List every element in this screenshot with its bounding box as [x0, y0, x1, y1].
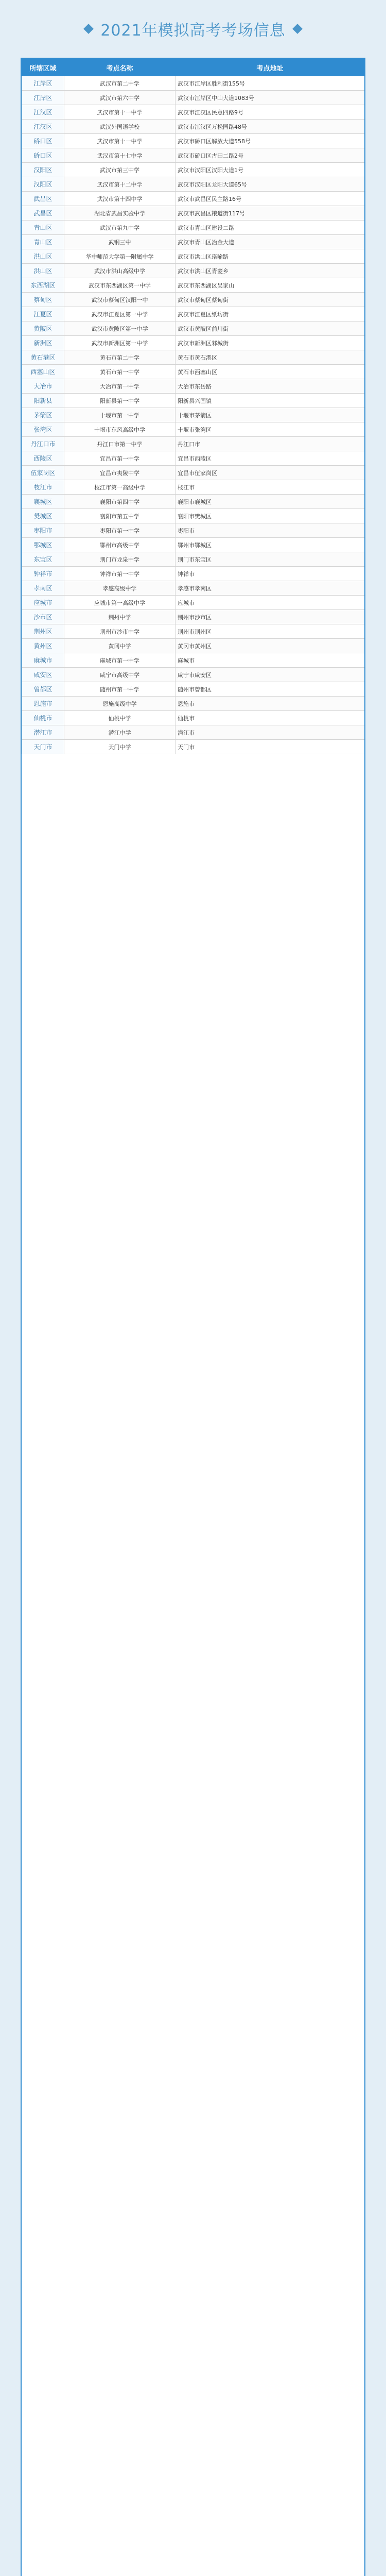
region-cell: 阳新县: [22, 394, 64, 408]
address-cell: 武汉市汉阳区龙阳大道65号: [176, 177, 365, 192]
school-cell: 武汉市第六中学: [64, 91, 176, 105]
table-row: [22, 639, 365, 653]
table-row: [22, 610, 365, 624]
table-row: [22, 148, 365, 163]
region-cell: 武昌区: [22, 192, 64, 206]
address-cell: 荆州市荆州区: [176, 624, 365, 639]
table-row: [22, 682, 365, 697]
region-cell: 黄石港区: [22, 350, 64, 365]
school-cell: 十堰市东风高级中学: [64, 422, 176, 437]
page-title-text: 2021年模拟高考考场信息: [100, 22, 286, 40]
address-cell: 阳新县兴国镇: [176, 394, 365, 408]
address-cell: 钟祥市: [176, 567, 365, 581]
region-cell: 沙市区: [22, 610, 64, 624]
school-cell: 武汉市洪山高级中学: [64, 264, 176, 278]
header-region: 所辖区域: [22, 59, 64, 76]
school-cell: 恩施高级中学: [64, 697, 176, 711]
school-cell: 随州市第一中学: [64, 682, 176, 697]
table-row: [22, 725, 365, 740]
address-cell: 武汉市黄陂区前川街: [176, 321, 365, 336]
region-cell: 武昌区: [22, 206, 64, 221]
table-row: [22, 437, 365, 451]
address-cell: 襄阳市襄城区: [176, 495, 365, 509]
school-cell: 武汉市第三中学: [64, 163, 176, 177]
school-cell: 武汉市第二中学: [64, 76, 176, 91]
header-address: 考点地址: [176, 59, 365, 76]
region-cell: 东宝区: [22, 552, 64, 567]
region-cell: 汉阳区: [22, 177, 64, 192]
school-cell: 丹江口市第一中学: [64, 437, 176, 451]
region-cell: 硚口区: [22, 134, 64, 148]
table-row: [22, 206, 365, 221]
region-cell: 孝南区: [22, 581, 64, 596]
table-row: [22, 76, 365, 91]
table-row: [22, 105, 365, 120]
table-row: [22, 596, 365, 610]
school-cell: 武汉市江夏区第一中学: [64, 307, 176, 321]
table-row: [22, 264, 365, 278]
address-cell: 黄石市西塞山区: [176, 365, 365, 379]
table-row: [22, 408, 365, 422]
table-row: [22, 163, 365, 177]
school-cell: 黄石市第二中学: [64, 350, 176, 365]
address-cell: 十堰市张湾区: [176, 422, 365, 437]
school-cell: 武汉市新洲区第一中学: [64, 336, 176, 350]
region-cell: 汉阳区: [22, 163, 64, 177]
school-cell: 阳新县第一中学: [64, 394, 176, 408]
region-cell: 潜江市: [22, 725, 64, 740]
school-cell: 武汉市第十一中学: [64, 105, 176, 120]
address-cell: 黄石市黄石港区: [176, 350, 365, 365]
school-cell: 荆州中学: [64, 610, 176, 624]
table-row: [22, 321, 365, 336]
table-row: [22, 177, 365, 192]
address-cell: 武汉市武昌区粮道街117号: [176, 206, 365, 221]
address-cell: 武汉市汉阳区汉阳大道1号: [176, 163, 365, 177]
school-cell: 武汉市第十二中学: [64, 177, 176, 192]
table-row: [22, 365, 365, 379]
table-row: [22, 581, 365, 596]
table-row: [22, 538, 365, 552]
school-cell: 应城市第一高级中学: [64, 596, 176, 610]
address-cell: 武汉市硚口区古田二路2号: [176, 148, 365, 163]
region-cell: 枣阳市: [22, 523, 64, 538]
address-cell: 麻城市: [176, 653, 365, 668]
school-cell: 枣阳市第一中学: [64, 523, 176, 538]
address-cell: 荆州市沙市区: [176, 610, 365, 624]
school-cell: 武汉市第九中学: [64, 221, 176, 235]
table-row: [22, 307, 365, 321]
address-cell: 孝感市孝南区: [176, 581, 365, 596]
address-cell: 武汉市蔡甸区蔡甸街: [176, 293, 365, 307]
school-cell: 荆门市龙泉中学: [64, 552, 176, 567]
table-row: [22, 379, 365, 394]
school-cell: 武汉市第十一中学: [64, 134, 176, 148]
table-row: [22, 422, 365, 437]
table-row: [22, 466, 365, 480]
region-cell: 襄城区: [22, 495, 64, 509]
address-cell: 宜昌市西陵区: [176, 451, 365, 466]
school-cell: 潜江中学: [64, 725, 176, 740]
school-cell: 华中师范大学第一附属中学: [64, 249, 176, 264]
school-cell: 武汉市黄陂区第一中学: [64, 321, 176, 336]
table-row: [22, 336, 365, 350]
table-row: [22, 134, 365, 148]
exam-site-table: [21, 58, 365, 2576]
address-cell: 武汉市江岸区中山大道1083号: [176, 91, 365, 105]
region-cell: 天门市: [22, 740, 64, 754]
table-row: [22, 249, 365, 264]
page-title: [85, 18, 301, 40]
school-cell: 武汉外国语学校: [64, 120, 176, 134]
region-cell: 大冶市: [22, 379, 64, 394]
address-cell: 枝江市: [176, 480, 365, 495]
region-cell: 茅箭区: [22, 408, 64, 422]
region-cell: 樊城区: [22, 509, 64, 523]
table-row: [22, 91, 365, 105]
school-cell: 黄冈中学: [64, 639, 176, 653]
region-cell: 鄂城区: [22, 538, 64, 552]
school-cell: 武汉市东西湖区第一中学: [64, 278, 176, 293]
school-cell: 大冶市第一中学: [64, 379, 176, 394]
region-cell: 硚口区: [22, 148, 64, 163]
school-cell: 咸宁市高级中学: [64, 668, 176, 682]
region-cell: 黄州区: [22, 639, 64, 653]
region-cell: 恩施市: [22, 697, 64, 711]
region-cell: 江汉区: [22, 105, 64, 120]
address-cell: 武汉市武昌区民主路16号: [176, 192, 365, 206]
region-cell: 荆州区: [22, 624, 64, 639]
region-cell: 洪山区: [22, 264, 64, 278]
address-cell: 大冶市东岳路: [176, 379, 365, 394]
region-cell: 张湾区: [22, 422, 64, 437]
region-cell: 蔡甸区: [22, 293, 64, 307]
table-row: [22, 653, 365, 668]
school-cell: 武汉市第十四中学: [64, 192, 176, 206]
school-cell: 钟祥市第一中学: [64, 567, 176, 581]
table-row: [22, 495, 365, 509]
region-cell: 江岸区: [22, 91, 64, 105]
address-cell: 天门市: [176, 740, 365, 754]
address-cell: 武汉市江岸区胜利街155号: [176, 76, 365, 91]
address-cell: 武汉市青山区建设二路: [176, 221, 365, 235]
address-cell: 鄂州市鄂城区: [176, 538, 365, 552]
region-cell: 青山区: [22, 235, 64, 249]
address-cell: 仙桃市: [176, 711, 365, 725]
school-cell: 宜昌市夷陵中学: [64, 466, 176, 480]
table-row: [22, 451, 365, 466]
school-cell: 武钢三中: [64, 235, 176, 249]
address-cell: 潜江市: [176, 725, 365, 740]
school-cell: 黄石市第一中学: [64, 365, 176, 379]
table-row: [22, 221, 365, 235]
school-cell: 麻城市第一中学: [64, 653, 176, 668]
region-cell: 西陵区: [22, 451, 64, 466]
exam-site-table-grid: [22, 59, 365, 754]
address-cell: 武汉市硚口区解放大道558号: [176, 134, 365, 148]
region-cell: 咸安区: [22, 668, 64, 682]
school-cell: 襄阳市第四中学: [64, 495, 176, 509]
region-cell: 洪山区: [22, 249, 64, 264]
region-cell: 西塞山区: [22, 365, 64, 379]
table-row: [22, 480, 365, 495]
region-cell: 江汉区: [22, 120, 64, 134]
region-cell: 新洲区: [22, 336, 64, 350]
address-cell: 随州市曾都区: [176, 682, 365, 697]
address-cell: 襄阳市樊城区: [176, 509, 365, 523]
region-cell: 钟祥市: [22, 567, 64, 581]
table-row: [22, 192, 365, 206]
region-cell: 麻城市: [22, 653, 64, 668]
address-cell: 武汉市东西湖区吴家山: [176, 278, 365, 293]
address-cell: 应城市: [176, 596, 365, 610]
region-cell: 仙桃市: [22, 711, 64, 725]
address-cell: 武汉市洪山区青菱乡: [176, 264, 365, 278]
address-cell: 武汉市江汉区万松园路48号: [176, 120, 365, 134]
region-cell: 黄陂区: [22, 321, 64, 336]
table-row: [22, 235, 365, 249]
address-cell: 黄冈市黄州区: [176, 639, 365, 653]
school-cell: 襄阳市第五中学: [64, 509, 176, 523]
table-row: [22, 567, 365, 581]
diamond-right-icon: [292, 24, 303, 34]
address-cell: 宜昌市伍家岗区: [176, 466, 365, 480]
region-cell: 江岸区: [22, 76, 64, 91]
address-cell: 恩施市: [176, 697, 365, 711]
table-row: [22, 509, 365, 523]
school-cell: 孝感高级中学: [64, 581, 176, 596]
diamond-left-icon: [83, 24, 94, 34]
address-cell: 武汉市青山区冶金大道: [176, 235, 365, 249]
region-cell: 枝江市: [22, 480, 64, 495]
title-bar: [0, 0, 386, 58]
address-cell: 咸宁市咸安区: [176, 668, 365, 682]
region-cell: 伍家岗区: [22, 466, 64, 480]
address-cell: 丹江口市: [176, 437, 365, 451]
table-row: [22, 711, 365, 725]
address-cell: 荆门市东宝区: [176, 552, 365, 567]
school-cell: 仙桃中学: [64, 711, 176, 725]
address-cell: 武汉市江汉区民意四路9号: [176, 105, 365, 120]
address-cell: 枣阳市: [176, 523, 365, 538]
school-cell: 枝江市第一高级中学: [64, 480, 176, 495]
school-cell: 天门中学: [64, 740, 176, 754]
address-cell: 十堰市茅箭区: [176, 408, 365, 422]
region-cell: 应城市: [22, 596, 64, 610]
school-cell: 鄂州市高级中学: [64, 538, 176, 552]
table-row: [22, 523, 365, 538]
table-row: [22, 552, 365, 567]
header-school: 考点名称: [64, 59, 176, 76]
school-cell: 荆州市沙市中学: [64, 624, 176, 639]
table-row: [22, 278, 365, 293]
school-cell: 武汉市蔡甸区汉阳一中: [64, 293, 176, 307]
table-row: [22, 740, 365, 754]
address-cell: 武汉市新洲区邾城街: [176, 336, 365, 350]
table-row: [22, 668, 365, 682]
table-row: [22, 697, 365, 711]
region-cell: 江夏区: [22, 307, 64, 321]
table-row: [22, 350, 365, 365]
school-cell: 武汉市第十七中学: [64, 148, 176, 163]
table-row: [22, 293, 365, 307]
region-cell: 丹江口市: [22, 437, 64, 451]
region-cell: 青山区: [22, 221, 64, 235]
table-row: [22, 624, 365, 639]
region-cell: 东西湖区: [22, 278, 64, 293]
table-body: [22, 76, 365, 754]
school-cell: 湖北省武昌实验中学: [64, 206, 176, 221]
school-cell: 十堰市第一中学: [64, 408, 176, 422]
table-row: [22, 120, 365, 134]
address-cell: 武汉市江夏区纸坊街: [176, 307, 365, 321]
table-header-row: [22, 59, 365, 76]
school-cell: 宜昌市第一中学: [64, 451, 176, 466]
region-cell: 曾都区: [22, 682, 64, 697]
table-row: [22, 394, 365, 408]
address-cell: 武汉市洪山区珞喻路: [176, 249, 365, 264]
